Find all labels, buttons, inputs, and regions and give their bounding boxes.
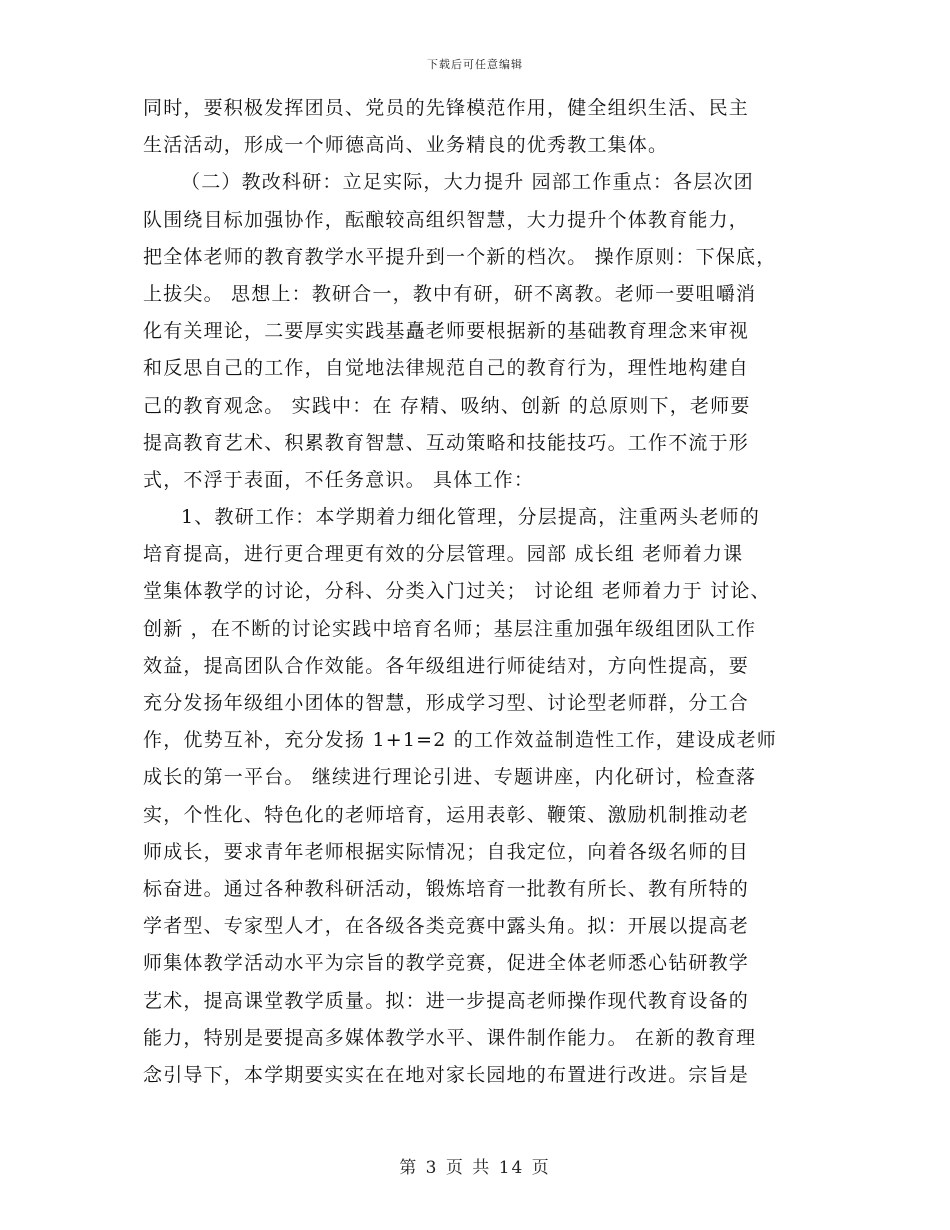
text-line: 念引导下，本学期要实实在在地对家长园地的布置进行改进。宗旨是 — [143, 1063, 750, 1086]
text-line: 学者型、专家型人才，在各级各类竞赛中露头角。拟：开展以提高老 — [143, 915, 750, 938]
text-line: 式，不浮于表面，不任务意识。 具体工作： — [143, 468, 535, 491]
text-line: 艺术，提高课堂教学质量。拟：进一步提高老师操作现代教育设备的 — [143, 989, 750, 1012]
page-header: 下载后可任意编辑 — [427, 58, 523, 71]
text-line: 和反思自己的工作，自觉地法律规范自己的教育行为，理性地构建自 — [143, 357, 750, 380]
text-line: 1、教研工作：本学期着力细化管理，分层提高，注重两头老师的 — [181, 506, 760, 529]
page-number-footer: 第 3 页 共 14 页 — [399, 1158, 551, 1178]
text-line: 化有关理论，二要厚实实践基矗老师要根据新的基础教育理念来审视 — [143, 320, 750, 343]
text-line: 生活活动，形成一个师德高尚、业务精良的优秀教工集体。 — [143, 134, 669, 157]
text-line: 把全体老师的教育教学水平提升到一个新的档次。 操作原则：下保底， — [143, 245, 777, 268]
text-line: 成长的第一平台。 继续进行理论引进、专题讲座，内化研讨，检查落 — [143, 766, 757, 789]
text-line: 实，个性化、特色化的老师培育，运用表彰、鞭策、激励机制推动老 — [143, 803, 750, 826]
text-line: 堂集体教学的讨论，分科、分类入门过关； 讨论组 老师着力于 讨论、 — [143, 580, 771, 603]
text-line: （二）教改科研：立足实际，大力提升 园部工作重点：各层次团 — [181, 171, 754, 194]
text-line: 师成长，要求青年老师根据实际情况；自我定位，向着各级名师的目 — [143, 840, 750, 863]
text-line: 队围绕目标加强协作，酝酿较高组织智慧，大力提升个体教育能力， — [143, 208, 750, 231]
text-line: 己的教育观念。 实践中：在 存精、吸纳、创新 的总原则下，老师要 — [143, 394, 751, 417]
text-line: 作，优势互补，充分发扬 1+1=2 的工作效益制造性工作，建设成老师 — [143, 729, 777, 752]
text-line: 标奋进。通过各种教科研活动，锻炼培育一批教有所长、教有所特的 — [143, 877, 750, 900]
text-line: 培育提高，进行更合理更有效的分层管理。园部 成长组 老师着力课 — [143, 543, 744, 566]
document-body — [143, 90, 823, 1094]
text-line: 能力，特别是要提高多媒体教学水平、课件制作能力。 在新的教育理 — [143, 1026, 757, 1049]
text-line: 师集体教学活动水平为宗旨的教学竞赛，促进全体老师悉心钻研教学 — [143, 952, 750, 975]
text-line: 创新 ，在不断的讨论实践中培育名师；基层注重加强年级组团队工作 — [143, 617, 757, 640]
text-line: 上拔尖。 思想上：教研合一，教中有研，研不离教。老师一要咀嚼消 — [143, 282, 757, 305]
text-line: 效益，提高团队合作效能。各年级组进行师徒结对，方向性提高，要 — [143, 654, 750, 677]
text-line: 提高教育艺术、积累教育智慧、互动策略和技能技巧。工作不流于形 — [143, 431, 750, 454]
text-line: 充分发扬年级组小团体的智慧，形成学习型、讨论型老师群，分工合 — [143, 692, 750, 714]
text-line: 同时，要积极发挥团员、党员的先锋模范作用，健全组织生活、民主 — [143, 97, 750, 119]
